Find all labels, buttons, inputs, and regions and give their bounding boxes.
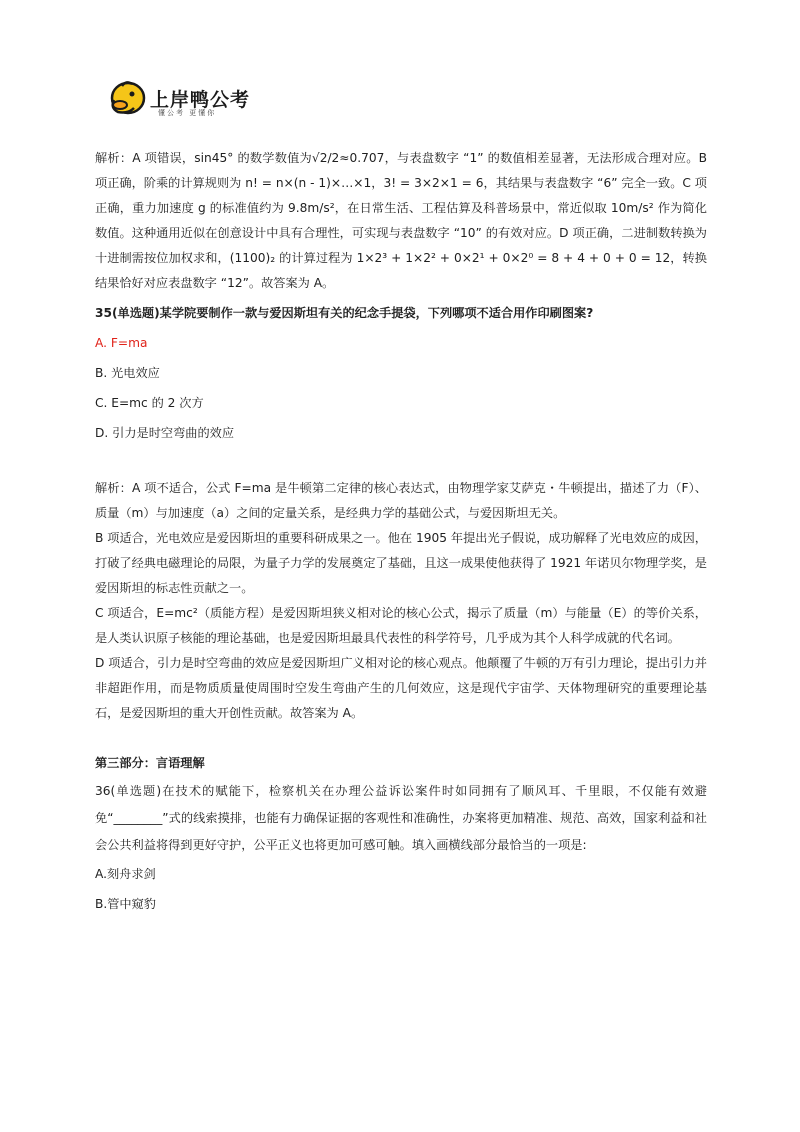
document-body: [95, 146, 707, 919]
duck-icon: [108, 78, 148, 118]
q35-analysis-d: D 项适合，引力是时空弯曲的效应是爱因斯坦广义相对论的核心观点。他颠覆了牛顿的万有引力理论，提出引力并非超距作用，而是物质质量使周围时空发生弯曲产生的几何效应，这是现代宇宙学、天体物理研究的重要理论基石，是爱因斯坦的重大开创性贡献。故答案为 A。: [95, 656, 707, 720]
q36-question: 36(单选题)在技术的赋能下，检察机关在办理公益诉讼案件时如同拥有了顺风耳、千里眼，不仅能有效避免“________”式的线索摸排，也能有力确保证据的客观性和准确性，办案将更加精准、规范、高效，国家利益和社会公共利益将得到更好守护，公平正义也将更加可感可触。填入画横线部分最恰当的一项是:: [95, 784, 707, 852]
q36-option-a: A.刻舟求剑: [95, 867, 156, 881]
section-title: 第三部分：言语理解: [95, 756, 205, 770]
q35-analysis-b: B 项适合，光电效应是爱因斯坦的重要科研成果之一。他在 1905 年提出光子假说，成功解释了光电效应的成因，打破了经典电磁理论的局限，为量子力学的发展奠定了基础，且这一成果使他获得了 1921 年诺贝尔物理学奖，是爱因斯坦的标志性贡献之一。: [95, 531, 707, 595]
q35-option-a: A. F=ma: [95, 336, 148, 350]
q34-analysis: 解析：A 项错误，sin45° 的数学数值为√2/2≈0.707，与表盘数字 “1” 的数值相差显著，无法形成合理对应。B 项正确，阶乘的计算规则为 n! = n×(n - 1)×…×1，3! = 3×2×1 = 6，其结果与表盘数字 “6” 完全一致。C 项正确，重力加速度 g 的标准值约为 9.8m/s²，在日常生活、工程估算及科普场景中，常近似取 10m/s² 作为简化数值。这种通用近似在创意设计中具有合理性，可实现与表盘数字 “10” 的有效对应。D 项正确，二进制数转换为十进制需按位加权求和，(1100)₂ 的计算过程为 1×2³ + 1×2² + 0×2¹ + 0×2⁰ = 8 + 4 + 0 + 0 = 12，转换结果恰好对应表盘数字 “12”。故答案为 A。: [95, 151, 707, 290]
logo-slogan: 懂公考 更懂你: [158, 109, 217, 117]
q35-option-d: D. 引力是时空弯曲的效应: [95, 426, 235, 440]
q35-option-c: C. E=mc 的 2 次方: [95, 396, 204, 410]
q35-analysis-a: 解析：A 项不适合，公式 F=ma 是牛顿第二定律的核心表达式，由物理学家艾萨克・牛顿提出，描述了力（F）、质量（m）与加速度（a）之间的定量关系，是经典力学的基础公式，与爱因斯坦无关。: [95, 481, 707, 520]
logo-title: 上岸鸭公考: [150, 89, 251, 111]
q36-option-b: B.管中窥豹: [95, 897, 156, 911]
q35-analysis-c: C 项适合，E=mc²（质能方程）是爱因斯坦狭义相对论的核心公式，揭示了质量（m）与能量（E）的等价关系，是人类认识原子核能的理论基础，也是爱因斯坦最具代表性的科学符号，几乎成为其个人科学成就的代名词。: [95, 606, 707, 645]
q35-option-b: B. 光电效应: [95, 366, 160, 380]
q35-question: 35(单选题)某学院要制作一款与爱因斯坦有关的纪念手提袋，下列哪项不适合用作印刷图案?: [95, 306, 594, 320]
